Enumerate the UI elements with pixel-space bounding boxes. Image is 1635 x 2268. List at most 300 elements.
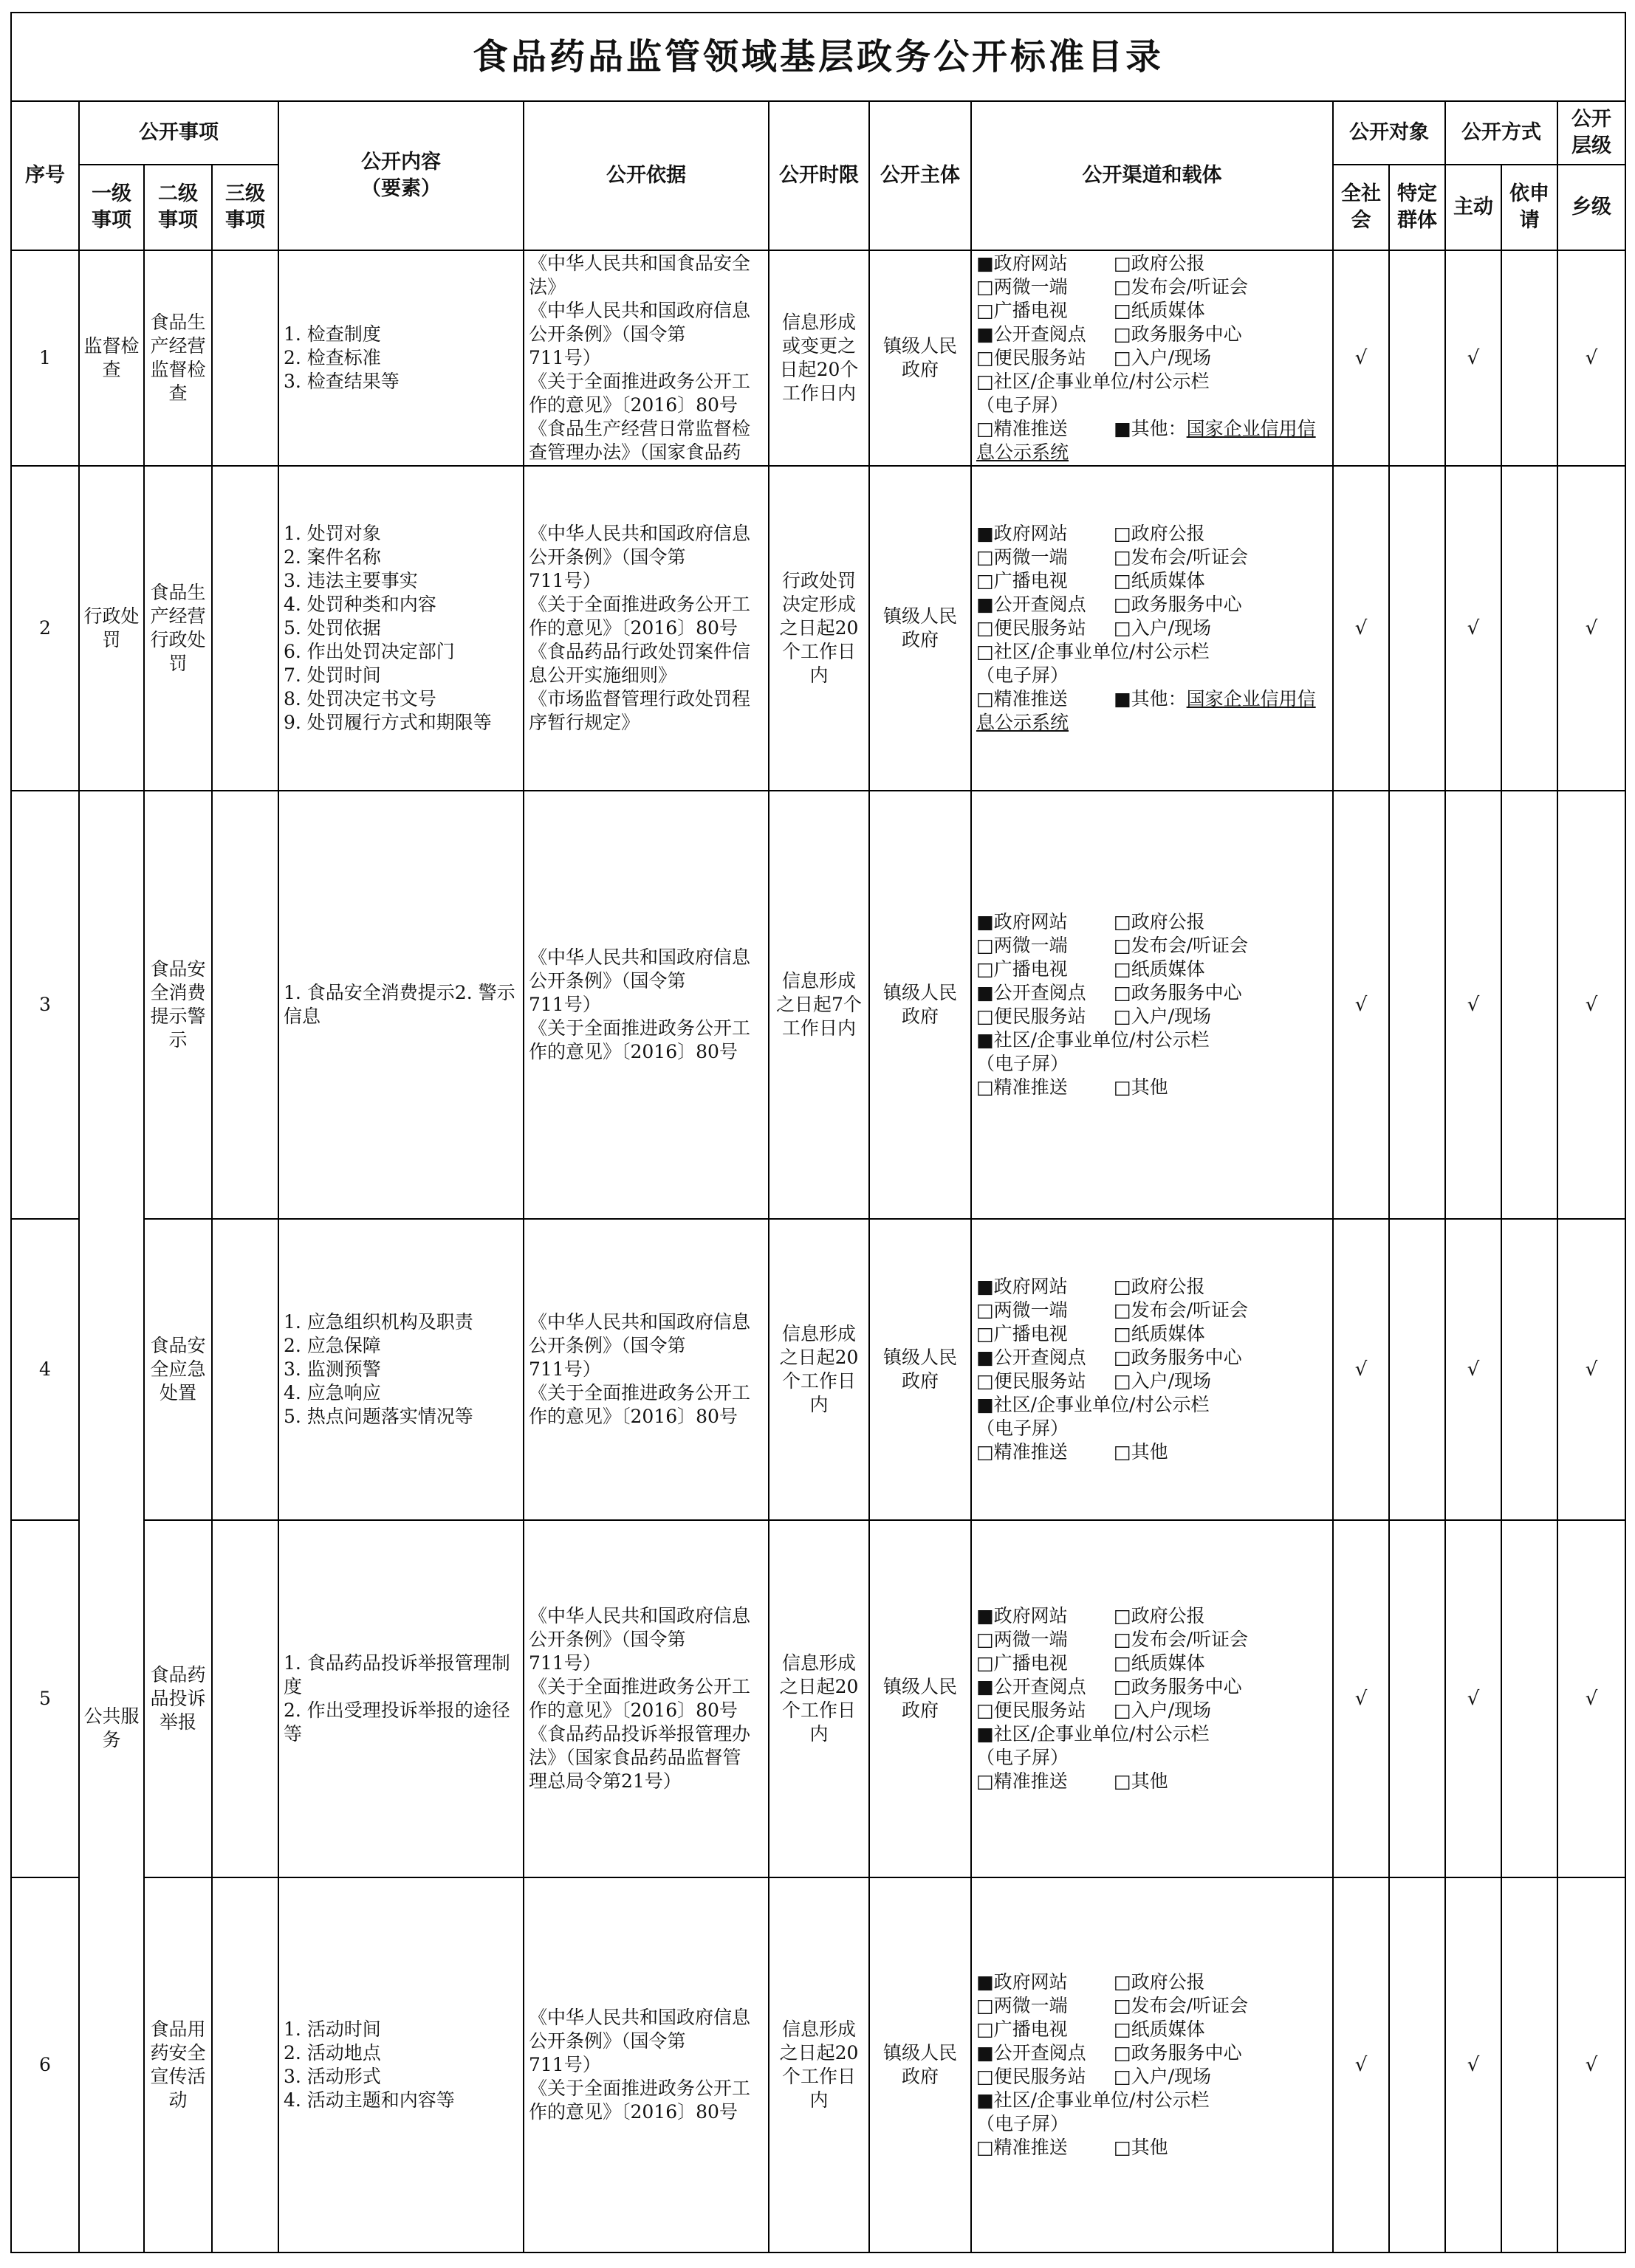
- subject-cell-line: 镇级人民: [882, 2042, 957, 2063]
- content-cell-line: 信息: [284, 1006, 321, 1027]
- content-cell-line: 2. 作出受理投诉举报的途径: [284, 1700, 510, 1721]
- channel-line: [976, 252, 1328, 275]
- channel-option: □发布会/听证会: [1114, 546, 1249, 568]
- level3-cell: [212, 250, 278, 466]
- content-cell-line: 1. 应急组织机构及职责: [284, 1311, 473, 1333]
- channel-option: □政府公报: [1114, 523, 1205, 544]
- time-limit-cell-line: 工作日内: [781, 382, 856, 404]
- level-town-cell: √: [1557, 1219, 1625, 1520]
- channel-option: □政务服务中心: [1114, 1676, 1242, 1697]
- channel-option: □发布会/听证会: [1114, 1629, 1249, 1650]
- header-level-town: 乡级: [1557, 165, 1625, 250]
- time-limit-cell-line: 之日起20: [779, 1347, 859, 1368]
- basis-cell-line: 《关于全面推进政务公开工: [529, 1017, 751, 1039]
- channel-option: □政务服务中心: [1114, 982, 1242, 1003]
- method-request-cell: [1501, 1219, 1557, 1520]
- channel-option: □精准推送: [976, 1441, 1068, 1463]
- document-page: [10, 12, 1625, 2256]
- basis-cell-line: 法》（国家食品药品监督管: [529, 1747, 741, 1768]
- subject-cell: [869, 1877, 971, 2252]
- channel-option: □便民服务站: [976, 1370, 1086, 1392]
- channel-option-other: □其他: [1114, 1770, 1168, 1792]
- basis-cell: [524, 791, 769, 1219]
- channel-option: ■公开查阅点: [976, 323, 1086, 345]
- content-cell-line: 3. 活动形式: [284, 2066, 381, 2087]
- object-specific-cell: [1389, 1877, 1445, 2252]
- time-limit-cell-line: 行政处罚: [781, 570, 856, 591]
- level2-cell-line: 罚: [168, 653, 188, 674]
- channel-option: ■公开查阅点: [976, 594, 1086, 615]
- basis-cell-line: 公开条例》（国令第: [529, 546, 686, 568]
- channel-option: □发布会/听证会: [1114, 935, 1249, 956]
- channel-option: □两微一端: [976, 276, 1068, 298]
- channel-line: [976, 1370, 1328, 1393]
- time-limit-cell-line: 之日起20: [779, 617, 859, 639]
- channel-line: [976, 370, 1328, 394]
- subject-cell-line: 镇级人民: [882, 605, 957, 627]
- document-title: 食品药品监管领域基层政务公开标准目录: [11, 13, 1625, 101]
- channel-line: [976, 1994, 1328, 2018]
- header-level1: [79, 165, 144, 250]
- basis-cell-line: 《中华人民共和国政府信息: [529, 1605, 751, 1626]
- subject-cell-line: 政府: [901, 629, 939, 650]
- time-limit-cell-line: 信息形成: [781, 2018, 856, 2040]
- basis-cell-line: 《中华人民共和国政府信息: [529, 523, 751, 544]
- channel-option-other: □其他: [1114, 1076, 1168, 1098]
- table-row: [11, 1520, 1625, 1877]
- channel-option: □精准推送: [976, 418, 1068, 439]
- level2-cell: [144, 466, 212, 791]
- header-subject: 公开主体: [869, 101, 971, 250]
- basis-cell-line: 《中华人民共和国政府信息: [529, 946, 751, 968]
- channel-option: ■公开查阅点: [976, 1347, 1086, 1368]
- subject-cell: [869, 1520, 971, 1877]
- time-limit-cell-line: 之日起20: [779, 2042, 859, 2063]
- subject-cell-line: 镇级人民: [882, 1347, 957, 1368]
- basis-cell-line: 《食品药品行政处罚案件信: [529, 641, 751, 662]
- channel-line: [976, 711, 1328, 735]
- channel-option-other: ■其他：: [1114, 418, 1187, 439]
- basis-cell-line: 711号）: [529, 1652, 601, 1674]
- basis-cell-line: 《关于全面推进政务公开工: [529, 1676, 751, 1697]
- table-row: [11, 791, 1625, 1219]
- channel-option: □社区/企事业单位/村公示栏: [976, 371, 1210, 392]
- level3-cell: [212, 1877, 278, 2252]
- time-limit-cell-line: 信息形成: [781, 312, 856, 333]
- channel-option: □入户/现场: [1114, 2066, 1212, 2087]
- channel-option: □精准推送: [976, 2137, 1068, 2158]
- method-active-cell: √: [1445, 1877, 1501, 2252]
- channel-option: □政府公报: [1114, 1276, 1205, 1297]
- content-cell-line: 5. 处罚依据: [284, 617, 381, 639]
- channel-option: （电子屏）: [976, 1418, 1069, 1439]
- object-specific-cell: [1389, 250, 1445, 466]
- content-cell-line: 2. 检查标准: [284, 347, 381, 368]
- channel-line: [976, 2136, 1328, 2159]
- level-town-cell: √: [1557, 1520, 1625, 1877]
- channel-option: □两微一端: [976, 1299, 1068, 1321]
- basis-cell-line: 作的意见》〔2016〕80号: [529, 2101, 738, 2123]
- content-cell-line: 7. 处罚时间: [284, 664, 381, 686]
- channel-option: ■社区/企事业单位/村公示栏: [976, 1723, 1210, 1745]
- level1-merged-cell: [79, 791, 144, 2252]
- time-limit-cell: [769, 791, 869, 1219]
- header-line: 事项: [92, 209, 131, 232]
- channel-line: [976, 664, 1328, 687]
- basis-cell-line: 公开条例》（国令第: [529, 1629, 686, 1650]
- channel-line: [976, 2089, 1328, 2112]
- channel-option: □广播电视: [976, 1652, 1068, 1674]
- catalog-table: [10, 12, 1626, 2253]
- channel-line: [976, 640, 1328, 664]
- header-line: 二级: [158, 182, 198, 205]
- level3-cell: [212, 1520, 278, 1877]
- time-limit-cell-line: 内: [809, 664, 829, 686]
- header-line: 群体: [1397, 209, 1437, 232]
- level1-cell-line: 监督检: [83, 335, 140, 357]
- channel-option: □政府公报: [1114, 252, 1205, 274]
- basis-cell-line: 序暂行规定》: [529, 712, 640, 733]
- channel-cell: [971, 1877, 1333, 2252]
- basis-cell-line: 《中华人民共和国政府信息: [529, 300, 751, 321]
- channel-option: □发布会/听证会: [1114, 276, 1249, 298]
- channel-line: [976, 1722, 1328, 1746]
- channel-option: □入户/现场: [1114, 617, 1212, 639]
- content-cell-line: 5. 热点问题落实情况等: [284, 1406, 473, 1427]
- content-cell-line: 等: [284, 1723, 303, 1745]
- channel-line: [976, 1770, 1328, 1793]
- basis-cell-line: 公开条例》（国令第: [529, 2030, 686, 2052]
- channel-line: [976, 417, 1328, 441]
- subject-cell-line: 政府: [901, 1006, 939, 1027]
- channel-option: （电子屏）: [976, 1053, 1069, 1074]
- level2-cell-line: 食品用: [150, 2018, 206, 2040]
- channel-option: □便民服务站: [976, 1700, 1086, 1721]
- channel-line: [976, 1275, 1328, 1299]
- channel-option: □入户/现场: [1114, 1006, 1212, 1027]
- channel-line: [976, 2018, 1328, 2041]
- header-line: 全社: [1341, 182, 1381, 205]
- basis-cell-line: 《关于全面推进政务公开工: [529, 2078, 751, 2099]
- header-line: 依申: [1509, 182, 1549, 205]
- basis-cell: [524, 466, 769, 791]
- level2-cell: [144, 1877, 212, 2252]
- basis-cell-line: 公开条例》（国令第: [529, 1335, 686, 1356]
- channel-option: □纸质媒体: [1114, 1323, 1205, 1344]
- channel-line: [976, 1675, 1328, 1699]
- level2-cell-line: 全应急: [150, 1358, 206, 1380]
- content-cell-line: 1. 食品药品投诉举报管理制: [284, 1652, 510, 1674]
- channel-cell: [971, 791, 1333, 1219]
- content-cell-line: 6. 作出处罚决定部门: [284, 641, 455, 662]
- header-line: 公开内容: [361, 151, 441, 173]
- channel-line: [976, 1652, 1328, 1675]
- method-request-cell: [1501, 466, 1557, 791]
- level-town-cell: √: [1557, 466, 1625, 791]
- channel-line: [976, 1970, 1328, 1994]
- level2-cell-line: 食品药: [150, 1664, 206, 1685]
- time-limit-cell-line: 日起20个: [779, 359, 859, 380]
- channel-cell: [971, 1219, 1333, 1520]
- method-request-cell: [1501, 791, 1557, 1219]
- channel-option: □政府公报: [1114, 911, 1205, 932]
- time-limit-cell: [769, 466, 869, 791]
- method-request-cell: [1501, 1877, 1557, 2252]
- seq-cell: 4: [11, 1219, 79, 1520]
- basis-cell-line: 作的意见》〔2016〕80号: [529, 394, 738, 416]
- basis-cell-line: 理总局令第21号）: [529, 1770, 682, 1792]
- channel-line: [976, 1393, 1328, 1417]
- channel-option: ■政府网站: [976, 1971, 1068, 1993]
- object-all-cell: √: [1333, 1520, 1389, 1877]
- header-line: 请: [1519, 209, 1540, 232]
- basis-cell-line: 《食品药品投诉举报管理办: [529, 1723, 751, 1745]
- header-line: 三级: [225, 182, 265, 205]
- channel-option: □政务服务中心: [1114, 2042, 1242, 2063]
- level3-cell: [212, 791, 278, 1219]
- content-cell: [278, 1219, 524, 1520]
- header-level3: [212, 165, 278, 250]
- header-line: 会: [1351, 209, 1371, 232]
- object-all-cell: √: [1333, 791, 1389, 1219]
- content-cell-line: 3. 监测预警: [284, 1358, 381, 1380]
- level2-cell-line: 品投诉: [150, 1688, 206, 1709]
- level2-cell-line: 查: [168, 382, 188, 404]
- channel-other-text: 国家企业信用信: [1186, 688, 1316, 709]
- channel-option: ■政府网站: [976, 1605, 1068, 1626]
- method-active-cell: √: [1445, 466, 1501, 791]
- channel-option: □便民服务站: [976, 2066, 1086, 2087]
- header-matter: 公开事项: [79, 101, 278, 165]
- channel-line: [976, 323, 1328, 346]
- header-method-active: 主动: [1445, 165, 1501, 250]
- channel-line: [976, 1346, 1328, 1370]
- basis-cell-line: 法》: [529, 276, 566, 298]
- channel-option: （电子屏）: [976, 2113, 1069, 2134]
- basis-cell-line: 作的意见》〔2016〕80号: [529, 1041, 738, 1062]
- channel-line: [976, 910, 1328, 934]
- channel-option: （电子屏）: [976, 1747, 1069, 1768]
- channel-option: □入户/现场: [1114, 1370, 1212, 1392]
- method-active-cell: √: [1445, 791, 1501, 1219]
- subject-cell-line: 政府: [901, 1700, 939, 1721]
- channel-option: □精准推送: [976, 1076, 1068, 1098]
- header-basis: 公开依据: [524, 101, 769, 250]
- seq-cell: 6: [11, 1877, 79, 2252]
- channel-option: □发布会/听证会: [1114, 1299, 1249, 1321]
- header-object: 公开对象: [1333, 101, 1445, 165]
- channel-line: [976, 687, 1328, 711]
- channel-other-text: 国家企业信用信: [1186, 418, 1316, 439]
- basis-cell: [524, 250, 769, 466]
- basis-cell-line: 711号）: [529, 570, 601, 591]
- channel-cell: [971, 1520, 1333, 1877]
- basis-cell: [524, 1520, 769, 1877]
- basis-cell: [524, 1877, 769, 2252]
- channel-option: □入户/现场: [1114, 1700, 1212, 1721]
- header-object-all: [1333, 165, 1389, 250]
- seq-cell: 2: [11, 466, 79, 791]
- header-line: 层级: [1571, 134, 1611, 157]
- content-cell: [278, 791, 524, 1219]
- channel-line: [976, 1604, 1328, 1628]
- content-cell-line: 1. 处罚对象: [284, 523, 381, 544]
- content-cell-line: 4. 应急响应: [284, 1382, 381, 1403]
- level1-cell-line: 查: [102, 359, 121, 380]
- channel-other-text: 息公示系统: [976, 441, 1069, 463]
- level3-cell: [212, 1219, 278, 1520]
- basis-cell-line: 作的意见》〔2016〕80号: [529, 1700, 738, 1721]
- level2-cell-line: 宣传活: [150, 2066, 206, 2087]
- table-row: [11, 466, 1625, 791]
- channel-option: ■政府网站: [976, 911, 1068, 932]
- channel-option: □两微一端: [976, 935, 1068, 956]
- level2-cell-line: 动: [168, 2089, 188, 2111]
- basis-cell-line: 《食品生产经营日常监督检: [529, 418, 751, 439]
- header-line: （要素）: [361, 177, 441, 200]
- content-cell-line: 8. 处罚决定书文号: [284, 688, 436, 709]
- seq-cell: 1: [11, 250, 79, 466]
- basis-cell-line: 《中华人民共和国食品安全: [529, 252, 751, 274]
- level1-merged-cell-line: 公共服: [83, 1705, 140, 1727]
- header-channel: 公开渠道和载体: [971, 101, 1333, 250]
- basis-cell-line: 息公开实施细则》: [529, 664, 677, 686]
- basis-cell-line: 公开条例》（国令第: [529, 323, 686, 345]
- level2-cell: [144, 791, 212, 1219]
- content-cell-line: 1. 食品安全消费提示2. 警示: [284, 982, 515, 1003]
- level2-cell-line: 食品安: [150, 1335, 206, 1356]
- channel-line: [976, 2112, 1328, 2136]
- time-limit-cell: [769, 1219, 869, 1520]
- channel-option-other: □其他: [1114, 2137, 1168, 2158]
- channel-option-other: □其他: [1114, 1441, 1168, 1463]
- header-line: 事项: [158, 209, 198, 232]
- level2-cell-line: 全消费: [150, 982, 206, 1003]
- time-limit-cell-line: 个工作日: [781, 2066, 856, 2087]
- channel-line: [976, 1005, 1328, 1028]
- time-limit-cell-line: 内: [809, 1394, 829, 1415]
- subject-cell-line: 政府: [901, 1370, 939, 1392]
- channel-option: ■政府网站: [976, 1276, 1068, 1297]
- channel-option: □便民服务站: [976, 1006, 1086, 1027]
- header-method: 公开方式: [1445, 101, 1557, 165]
- object-all-cell: √: [1333, 1219, 1389, 1520]
- channel-line: [976, 958, 1328, 981]
- channel-option: □政府公报: [1114, 1605, 1205, 1626]
- channel-option: ■政府网站: [976, 252, 1068, 274]
- channel-line: [976, 441, 1328, 464]
- level-town-cell: √: [1557, 250, 1625, 466]
- content-cell-line: 2. 案件名称: [284, 546, 381, 568]
- channel-option: □纸质媒体: [1114, 300, 1205, 321]
- header-time-limit: 公开时限: [769, 101, 869, 250]
- channel-line: [976, 1322, 1328, 1346]
- channel-cell: [971, 466, 1333, 791]
- basis-cell-line: 《关于全面推进政务公开工: [529, 594, 751, 615]
- time-limit-cell: [769, 1520, 869, 1877]
- header-level2: [144, 165, 212, 250]
- channel-option: □政务服务中心: [1114, 323, 1242, 345]
- basis-cell-line: 《中华人民共和国政府信息: [529, 1311, 751, 1333]
- subject-cell: [869, 791, 971, 1219]
- header-method-request: [1501, 165, 1557, 250]
- basis-cell-line: 711号）: [529, 994, 601, 1015]
- basis-cell-line: 作的意见》〔2016〕80号: [529, 617, 738, 639]
- subject-cell-line: 镇级人民: [882, 1676, 957, 1697]
- time-limit-cell-line: 个工作日: [781, 641, 856, 662]
- channel-option: ■公开查阅点: [976, 1676, 1086, 1697]
- time-limit-cell-line: 信息形成: [781, 1652, 856, 1674]
- object-all-cell: √: [1333, 466, 1389, 791]
- channel-option: ■社区/企事业单位/村公示栏: [976, 2089, 1210, 2111]
- object-specific-cell: [1389, 1520, 1445, 1877]
- subject-cell: [869, 466, 971, 791]
- level2-cell-line: 食品安: [150, 958, 206, 980]
- channel-line: [976, 593, 1328, 616]
- level1-cell: [79, 466, 144, 791]
- channel-option: ■政府网站: [976, 523, 1068, 544]
- subject-cell-line: 镇级人民: [882, 982, 957, 1003]
- channel-option: □便民服务站: [976, 347, 1086, 368]
- content-cell: [278, 250, 524, 466]
- basis-cell-line: 作的意见》〔2016〕80号: [529, 1406, 738, 1427]
- time-limit-cell-line: 个工作日: [781, 1700, 856, 1721]
- level2-cell-line: 行政处: [150, 629, 206, 650]
- level1-cell: [79, 250, 144, 466]
- level1-cell-line: 行政处: [83, 605, 140, 627]
- method-active-cell: √: [1445, 250, 1501, 466]
- time-limit-cell-line: 个工作日: [781, 1370, 856, 1392]
- content-cell-line: 度: [284, 1676, 303, 1697]
- basis-cell-line: 查管理办法》（国家食品药: [529, 441, 741, 463]
- channel-option: □广播电视: [976, 300, 1068, 321]
- header-line: 特定: [1397, 182, 1437, 205]
- time-limit-cell-line: 决定形成: [781, 594, 856, 615]
- basis-cell-line: 《中华人民共和国政府信息: [529, 2007, 751, 2028]
- time-limit-cell-line: 内: [809, 1723, 829, 1745]
- header-line: 一级: [92, 182, 131, 205]
- time-limit-cell-line: 之日起7个: [776, 994, 862, 1015]
- content-cell-line: 3. 违法主要事实: [284, 570, 418, 591]
- basis-cell-line: 公开条例》（国令第: [529, 970, 686, 992]
- content-cell-line: 4. 处罚种类和内容: [284, 594, 436, 615]
- level-town-cell: √: [1557, 1877, 1625, 2252]
- level2-cell-line: 药安全: [150, 2042, 206, 2063]
- channel-line: [976, 394, 1328, 417]
- basis-cell: [524, 1219, 769, 1520]
- channel-option: □纸质媒体: [1114, 1652, 1205, 1674]
- level2-cell: [144, 1219, 212, 1520]
- object-specific-cell: [1389, 791, 1445, 1219]
- content-cell-line: 2. 应急保障: [284, 1335, 381, 1356]
- method-active-cell: √: [1445, 1520, 1501, 1877]
- header-level: [1557, 101, 1625, 165]
- level2-cell-line: 举报: [159, 1711, 196, 1733]
- channel-option: □广播电视: [976, 2018, 1068, 2040]
- channel-line: [976, 546, 1328, 569]
- content-cell-line: 3. 检查结果等: [284, 371, 400, 392]
- time-limit-cell-line: 信息形成: [781, 970, 856, 992]
- level1-cell-line: 罚: [102, 629, 121, 650]
- time-limit-cell-line: 或变更之: [781, 335, 856, 357]
- channel-option: □广播电视: [976, 570, 1068, 591]
- level2-cell: [144, 1520, 212, 1877]
- channel-line: [976, 1299, 1328, 1322]
- channel-line: [976, 1628, 1328, 1652]
- content-cell: [278, 1520, 524, 1877]
- channel-line: [976, 346, 1328, 370]
- channel-line: [976, 1052, 1328, 1076]
